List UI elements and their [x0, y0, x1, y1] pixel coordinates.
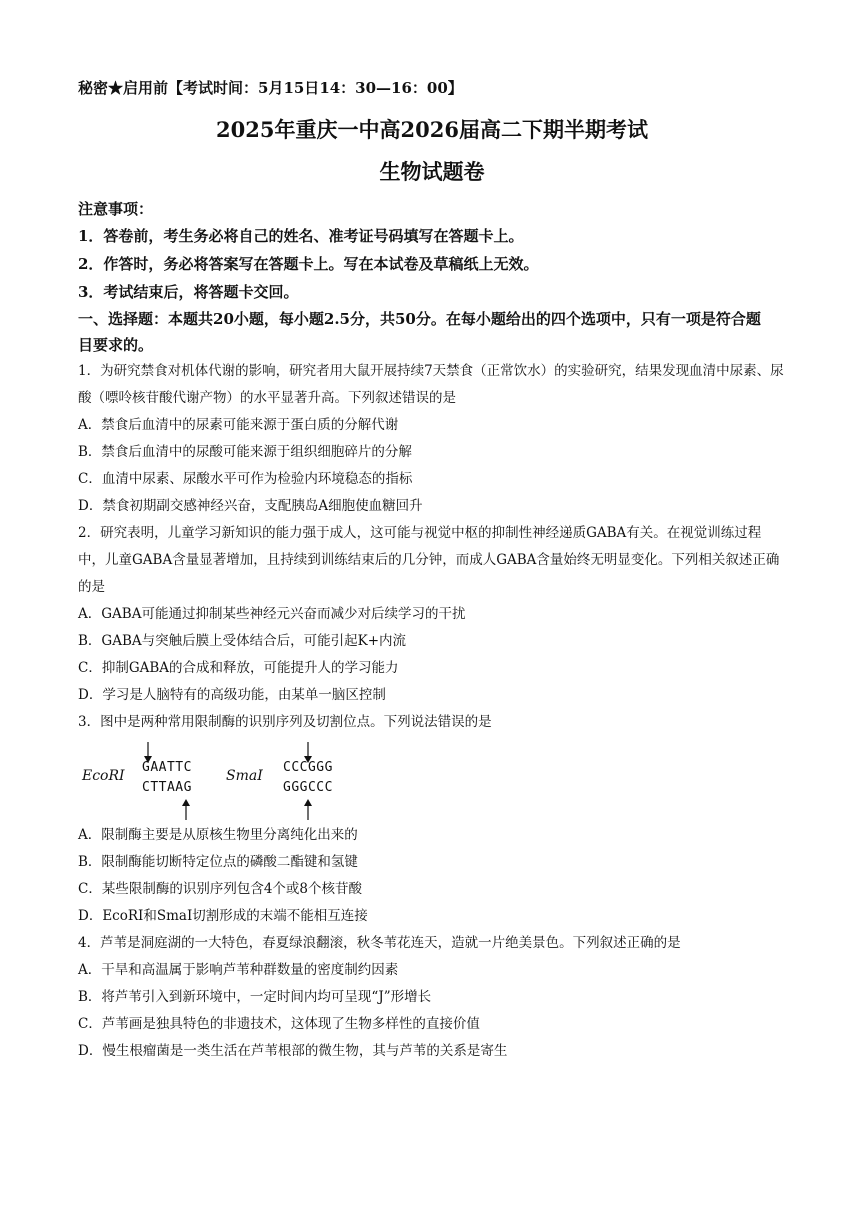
option-d: D．学习是人脑特有的高级功能，由某单一脑区控制	[78, 687, 386, 703]
cut-arrow-up-icon	[176, 798, 196, 820]
smai-top-strand: CCCGGG	[283, 760, 333, 775]
exam-title: 2025年重庆一中高2026届高二下期半期考试	[216, 117, 648, 142]
section-heading-cont: 目要求的。	[78, 336, 154, 354]
question-2	[78, 520, 786, 709]
smai-label: SmaI	[226, 768, 263, 784]
ecori-label: EcoRI	[82, 768, 125, 784]
secret-line: 秘密★启用前【考试时间：5月15日14：30—16：00】	[78, 79, 463, 97]
question-stem: 1．为研究禁食对机体代谢的影响，研究者用大鼠开展持续7天禁食（正常饮水）的实验研究，结果发现血清中尿素、尿酸（嘌呤核苷酸代谢产物）的水平显著升高。下列叙述错误的是	[78, 363, 784, 406]
option-a: A．禁食后血清中的尿素可能来源于蛋白质的分解代谢	[78, 417, 399, 433]
question-stem: 2．研究表明，儿童学习新知识的能力强于成人，这可能与视觉中枢的抑制性神经递质GABA有关。在视觉训练过程中，儿童GABA含量显著增加，且持续到训练结束后的几分钟，而成人GABA含量始终无明显变化。下列相关叙述正确的是	[78, 525, 780, 595]
option-b: B．将芦苇引入到新环境中，一定时间内均可呈现“J”形增长	[78, 989, 432, 1005]
question-stem: 4．芦苇是洞庭湖的一大特色，春夏绿浪翻滚，秋冬苇花连天，造就一片绝美景色。下列叙述正确的是	[78, 935, 681, 951]
option-b: B．限制酶能切断特定位点的磷酸二酯键和氢键	[78, 854, 358, 870]
question-1	[78, 358, 786, 520]
option-a: A．GABA可能通过抑制某些神经元兴奋而减少对后续学习的干扰	[78, 606, 466, 622]
option-b: B．禁食后血清中的尿酸可能来源于组织细胞碎片的分解	[78, 444, 412, 460]
restriction-enzyme-figure	[78, 740, 786, 822]
smai-sequence	[283, 758, 333, 798]
note-item: 2．作答时，务必将答案写在答题卡上。写在本试卷及草稿纸上无效。	[78, 255, 539, 273]
exam-subtitle: 生物试题卷	[379, 159, 485, 184]
question-4	[78, 930, 786, 1065]
ecori-sequence	[142, 758, 192, 798]
cut-arrow-up-icon	[298, 798, 318, 820]
option-d: D．慢生根瘤菌是一类生活在芦苇根部的微生物，其与芦苇的关系是寄生	[78, 1043, 508, 1059]
option-b: B．GABA与突触后膜上受体结合后，可能引起K+内流	[78, 633, 407, 649]
option-a: A．干旱和高温属于影响芦苇种群数量的密度制约因素	[78, 962, 399, 978]
smai-bottom-strand: GGGCCC	[283, 780, 333, 795]
option-c: C．某些限制酶的识别序列包含4个或8个核苷酸	[78, 881, 363, 897]
ecori-top-strand: GAATTC	[142, 760, 192, 775]
option-d: D．EcoRI和SmaI切割形成的末端不能相互连接	[78, 908, 368, 924]
exam-page	[78, 76, 786, 1065]
ecori-bottom-strand: CTTAAG	[142, 780, 192, 795]
option-c: C．抑制GABA的合成和释放，可能提升人的学习能力	[78, 660, 399, 676]
option-c: C．血清中尿素、尿酸水平可作为检验内环境稳态的指标	[78, 471, 413, 487]
option-c: C．芦苇画是独具特色的非遗技术，这体现了生物多样性的直接价值	[78, 1016, 480, 1032]
note-item: 3．考试结束后，将答题卡交回。	[78, 283, 299, 301]
notes-heading: 注意事项：	[78, 200, 154, 218]
question-stem: 3．图中是两种常用限制酶的识别序列及切割位点。下列说法错误的是	[78, 714, 492, 730]
note-item: 1．答卷前，考生务必将自己的姓名、准考证号码填写在答题卡上。	[78, 227, 524, 245]
section-heading: 一、选择题：本题共20小题，每小题2.5分，共50分。在每小题给出的四个选项中，只有一项是符合题	[78, 310, 761, 328]
option-d: D．禁食初期副交感神经兴奋，支配胰岛A细胞使血糖回升	[78, 498, 423, 514]
question-3	[78, 709, 786, 930]
option-a: A．限制酶主要是从原核生物里分离纯化出来的	[78, 827, 358, 843]
